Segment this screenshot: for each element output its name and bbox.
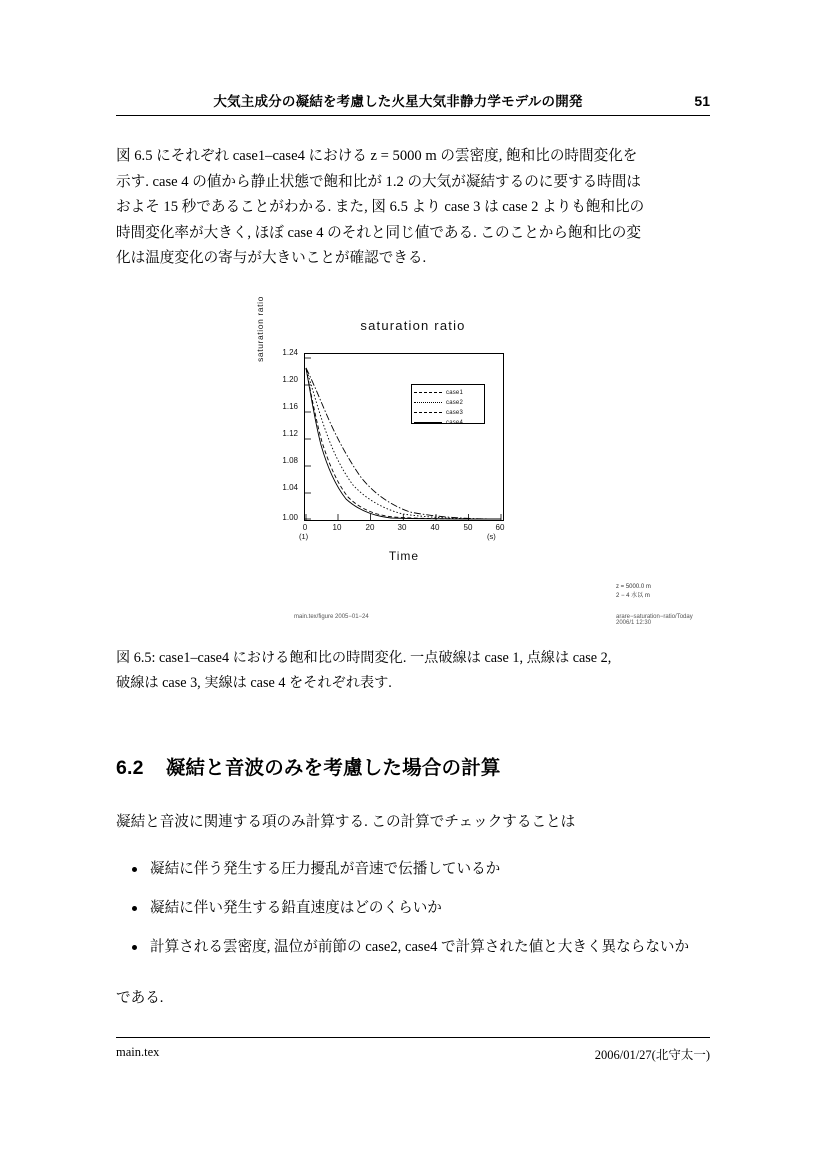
chart-curves bbox=[305, 354, 503, 520]
legend-item-case3 bbox=[412, 408, 484, 418]
section-intro: 凝結と音波に関連する項のみ計算する. この計算でチェックすることは bbox=[116, 813, 576, 830]
paragraph-line-1: 図 6.5 にそれぞれ case1–case4 における z = 5000 m の雲密度, 飽和比の時間変化を bbox=[116, 148, 638, 164]
page-number: 51 bbox=[694, 93, 710, 109]
checklist bbox=[116, 857, 710, 960]
footer-right-text: 2006/01/27(北守太一) bbox=[594, 1048, 710, 1062]
footer-row bbox=[116, 1045, 710, 1063]
y-tick-5: 1.04 bbox=[282, 482, 298, 492]
x-tick-2: 20 bbox=[365, 522, 375, 532]
x-tick-1: 10 bbox=[332, 522, 342, 532]
section-heading bbox=[116, 752, 710, 780]
list-item: 計算される雲密度, 温位が前節の case2, case4 で計算された値と大きく異ならないか bbox=[116, 935, 710, 960]
figure-annotation-right-line2: 2 − 4 水以 m bbox=[616, 592, 650, 599]
x-tick-0: 0 bbox=[302, 522, 308, 532]
section-closing: である. bbox=[116, 990, 164, 1006]
header-rule bbox=[116, 115, 710, 116]
x-tick-5: 50 bbox=[463, 522, 473, 532]
list-item: 凝結に伴い発生する鉛直速度はどのくらいか bbox=[116, 896, 710, 921]
figure-6-5 bbox=[116, 295, 710, 636]
figure-caption-line-1: 図 6.5: case1–case4 における飽和比の時間変化. 一点破線は case 1, 点線は case 2, bbox=[116, 649, 612, 666]
y-tick-4: 1.08 bbox=[282, 455, 298, 465]
figure-annotation-right-line1: z = 5000.0 m bbox=[616, 583, 651, 590]
paragraph-line-3: およそ 15 秒であることがわかる. また, 図 6.5 より case 3 は case 2 よりも飽和比の bbox=[116, 199, 645, 215]
legend-label-case1: case1 bbox=[446, 389, 464, 396]
x-axis-unit-right: (s) bbox=[487, 531, 496, 541]
footer-left-text: main.tex bbox=[116, 1045, 160, 1059]
legend-item-case4 bbox=[412, 418, 484, 428]
legend-label-case2: case2 bbox=[446, 399, 464, 406]
figure-image bbox=[116, 295, 710, 636]
y-tick-3: 1.12 bbox=[282, 428, 298, 438]
running-head-title: 大気主成分の凝結を考慮した火星大気非静力学モデルの開発 bbox=[213, 94, 583, 109]
legend-item-case1 bbox=[412, 388, 484, 398]
figure-annotation-right bbox=[616, 583, 651, 601]
paragraph-line-4: 時間変化率が大きく, ほぼ case 4 のそれと同じ値である. このことから飽和比の変 bbox=[116, 224, 641, 241]
section-number: 6.2 bbox=[116, 756, 144, 779]
paragraph-line-2: 示す. case 4 の値から静止状態で飽和比が 1.2 の大気が凝結するのに要する時間は bbox=[116, 173, 641, 190]
page-content bbox=[116, 90, 710, 1022]
legend-swatch-case4 bbox=[414, 422, 442, 423]
figure-caption bbox=[116, 646, 710, 696]
chart-y-axis-label: saturation ratio bbox=[255, 295, 265, 362]
x-axis-unit-left: (1) bbox=[299, 531, 309, 541]
section-title: 凝結と音波のみを考慮した場合の計算 bbox=[165, 756, 501, 779]
legend-label-case3: case3 bbox=[446, 409, 464, 416]
x-tick-6: 60 bbox=[495, 522, 505, 532]
y-tick-6: 1.00 bbox=[282, 512, 298, 522]
chart-title: saturation ratio bbox=[360, 317, 466, 333]
figure-footer-right: arare−saturation−ratio/Today 2006/1 12:30 bbox=[616, 613, 693, 626]
chart-plot-area bbox=[304, 353, 504, 521]
paragraph-intro bbox=[116, 144, 710, 272]
chart-legend bbox=[411, 384, 485, 424]
page-footer bbox=[116, 1037, 710, 1063]
paragraph-line-5: 化は温度変化の寄与が大きいことが確認できる. bbox=[116, 250, 427, 266]
legend-swatch-case3 bbox=[414, 412, 442, 413]
x-tick-3: 30 bbox=[397, 522, 407, 532]
legend-label-case4: case4 bbox=[446, 419, 464, 426]
chart-x-axis-label: Time bbox=[388, 548, 420, 563]
running-head bbox=[116, 90, 710, 115]
y-tick-2: 1.16 bbox=[282, 401, 298, 411]
legend-swatch-case2 bbox=[414, 402, 442, 403]
y-tick-1: 1.20 bbox=[282, 374, 298, 384]
list-item: 凝結に伴う発生する圧力擾乱が音速で伝播しているか bbox=[116, 857, 710, 882]
figure-footer-left: main.tex/figure 2005−01−24 bbox=[294, 613, 369, 620]
legend-item-case2 bbox=[412, 398, 484, 408]
legend-swatch-case1 bbox=[414, 392, 442, 393]
figure-caption-line-2: 破線は case 3, 実線は case 4 をそれぞれ表す. bbox=[116, 674, 392, 691]
y-tick-0: 1.24 bbox=[282, 347, 298, 357]
footer-rule bbox=[116, 1037, 710, 1038]
x-tick-4: 40 bbox=[430, 522, 440, 532]
